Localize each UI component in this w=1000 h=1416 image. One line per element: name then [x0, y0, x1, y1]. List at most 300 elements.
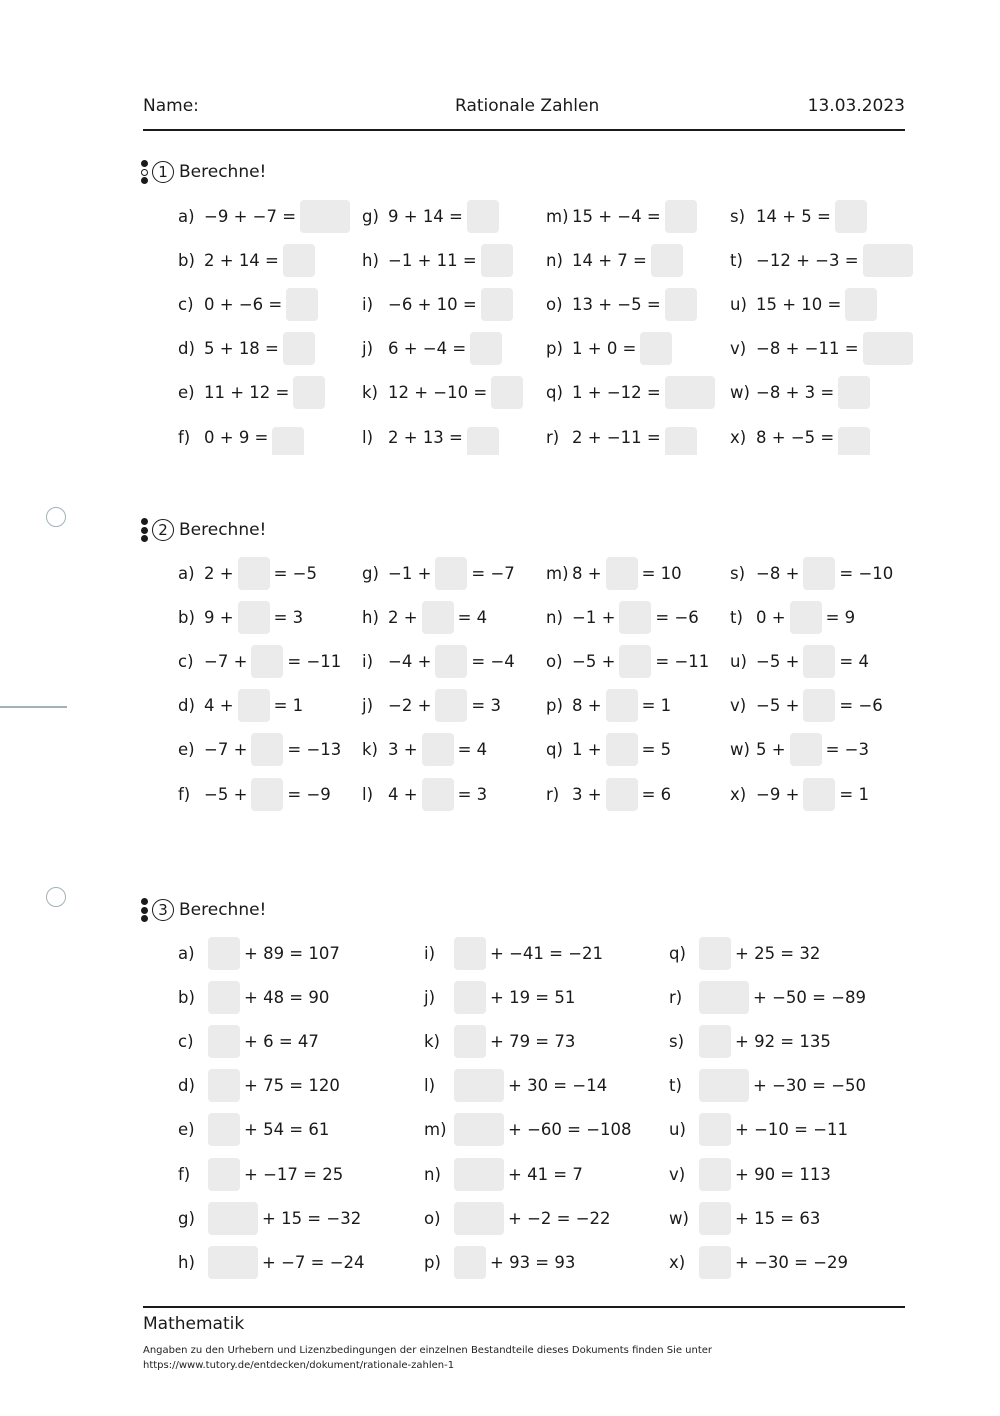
exercise-item [546, 688, 671, 724]
exercise-item [424, 1068, 607, 1104]
exercise-item [178, 643, 341, 679]
exercise-item [178, 419, 308, 455]
answer-box[interactable] [606, 778, 638, 811]
answer-box[interactable] [422, 733, 454, 766]
exercise-result: + 41 = 7 [508, 1164, 583, 1184]
answer-box[interactable] [293, 376, 325, 409]
exercise-label: h) [362, 250, 379, 270]
exercise-term: 2 + 14 = [204, 250, 279, 270]
answer-box[interactable] [606, 557, 638, 590]
exercise-term: −9 + [756, 784, 800, 804]
exercise-result: + −10 = −11 [735, 1120, 849, 1140]
answer-box[interactable] [208, 1025, 240, 1058]
exercise-item [178, 1200, 361, 1236]
exercise-result: + −50 = −89 [753, 987, 867, 1007]
answer-box[interactable] [467, 200, 499, 233]
footer-license-url: https://www.tutory.de/entdecken/dokument/rationale-zahlen-1 [143, 1360, 455, 1371]
task-title: Berechne! [179, 900, 267, 920]
exercise-result: + 19 = 51 [490, 987, 576, 1007]
exercise-label: k) [362, 740, 378, 760]
exercise-term: 8 + [572, 563, 602, 583]
exercise-result: = −6 [655, 607, 699, 627]
answer-box[interactable] [699, 937, 731, 970]
answer-box[interactable] [640, 332, 672, 365]
exercise-term: 14 + 5 = [756, 206, 831, 226]
exercise-term: −8 + −11 = [756, 339, 859, 359]
difficulty-icon [141, 160, 149, 184]
exercise-item [730, 286, 881, 322]
answer-box[interactable] [454, 1025, 486, 1058]
exercise-result: = −9 [287, 784, 331, 804]
exercise-item [546, 419, 701, 455]
answer-box[interactable] [454, 1246, 486, 1279]
difficulty-icon [141, 898, 149, 922]
exercise-item [178, 1112, 329, 1148]
exercise-label: a) [178, 206, 195, 226]
exercise-label: g) [362, 563, 379, 583]
exercise-result: = 1 [641, 696, 672, 716]
answer-box[interactable] [238, 557, 270, 590]
answer-box[interactable] [283, 244, 315, 277]
exercise-result: = 3 [471, 696, 501, 716]
answer-box[interactable] [251, 733, 283, 766]
exercise-label: s) [669, 1031, 685, 1051]
answer-box[interactable] [665, 376, 715, 409]
exercise-result: + −2 = −22 [508, 1208, 611, 1228]
exercise-term: −5 + [756, 696, 800, 716]
exercise-term: 2 + 13 = [388, 427, 463, 447]
exercise-item [730, 688, 883, 724]
exercise-label: s) [730, 563, 746, 583]
footer-license-note: Angaben zu den Urhebern und Lizenzbedingungen der einzelnen Bestandteile dieses Dokuments finden Sie unter [143, 1345, 713, 1356]
answer-box[interactable] [454, 1113, 504, 1146]
exercise-label: u) [730, 294, 747, 314]
exercise-result: = 10 [641, 563, 682, 583]
exercise-item [362, 419, 503, 455]
exercise-label: j) [362, 696, 374, 716]
exercise-result: + −17 = 25 [244, 1164, 344, 1184]
exercise-item [730, 419, 874, 455]
exercise-label: i) [424, 943, 436, 963]
exercise-item [546, 286, 701, 322]
exercise-term: 4 + [204, 696, 234, 716]
exercise-term: 13 + −5 = [572, 294, 661, 314]
exercise-term: 14 + 7 = [572, 250, 647, 270]
answer-box[interactable] [835, 200, 867, 233]
exercise-item [730, 643, 869, 679]
answer-box[interactable] [665, 427, 697, 455]
exercise-term: 9 + 14 = [388, 206, 463, 226]
exercise-label: k) [362, 383, 378, 403]
exercise-term: −12 + −3 = [756, 250, 859, 270]
exercise-result: + −30 = −29 [735, 1252, 849, 1272]
exercise-term: 0 + 9 = [204, 427, 269, 447]
exercise-item [362, 776, 487, 812]
exercise-item [362, 198, 503, 234]
answer-box[interactable] [272, 427, 304, 455]
exercise-item [424, 1244, 575, 1280]
exercise-label: e) [178, 383, 195, 403]
exercise-term: 6 + −4 = [388, 339, 467, 359]
answer-box[interactable] [803, 689, 835, 722]
exercise-result: = −6 [839, 696, 883, 716]
exercise-item [669, 1156, 831, 1192]
difficulty-icon [141, 518, 149, 542]
exercise-term: 5 + [756, 740, 786, 760]
answer-box[interactable] [699, 1246, 731, 1279]
exercise-term: 1 + 0 = [572, 339, 637, 359]
exercise-term: 12 + −10 = [388, 383, 488, 403]
answer-box[interactable] [699, 1113, 731, 1146]
answer-box[interactable] [699, 1069, 749, 1102]
answer-box[interactable] [454, 1158, 504, 1191]
exercise-label: p) [424, 1252, 441, 1272]
exercise-term: −8 + 3 = [756, 383, 835, 403]
exercise-result: + 25 = 32 [735, 943, 821, 963]
exercise-term: 0 + −6 = [204, 294, 283, 314]
answer-box[interactable] [699, 1202, 731, 1235]
exercise-item [362, 732, 487, 768]
answer-box[interactable] [467, 427, 499, 455]
exercise-label: q) [546, 740, 563, 760]
answer-box[interactable] [606, 689, 638, 722]
exercise-label: f) [178, 427, 191, 447]
exercise-item [362, 555, 515, 591]
exercise-result: = 9 [825, 607, 856, 627]
exercise-result: + 15 = 63 [735, 1208, 821, 1228]
exercise-label: n) [546, 607, 563, 627]
answer-box[interactable] [606, 733, 638, 766]
answer-box[interactable] [238, 601, 270, 634]
exercise-item [178, 1023, 319, 1059]
exercise-item [424, 1112, 632, 1148]
answer-box[interactable] [665, 200, 697, 233]
exercise-label: q) [546, 383, 563, 403]
exercise-result: + 90 = 113 [735, 1164, 831, 1184]
name-label: Name: [143, 96, 199, 116]
exercise-item [178, 979, 329, 1015]
exercise-label: c) [178, 1031, 194, 1051]
exercise-label: o) [546, 651, 563, 671]
exercise-label: v) [730, 339, 747, 359]
exercise-term: −5 + [572, 651, 616, 671]
exercise-item [424, 979, 575, 1015]
exercise-result: = 4 [839, 651, 869, 671]
exercise-label: v) [730, 696, 747, 716]
exercise-result: = −5 [273, 563, 317, 583]
exercise-label: p) [546, 339, 563, 359]
exercise-label: c) [178, 651, 194, 671]
answer-box[interactable] [699, 1025, 731, 1058]
exercise-term: 0 + [756, 607, 786, 627]
answer-box[interactable] [208, 1158, 240, 1191]
exercise-item [546, 732, 671, 768]
answer-box[interactable] [665, 288, 697, 321]
exercise-term: 3 + [388, 740, 418, 760]
exercise-item [546, 643, 709, 679]
exercise-label: d) [178, 696, 195, 716]
answer-box[interactable] [863, 332, 913, 365]
exercise-term: −1 + [572, 607, 616, 627]
exercise-label: l) [362, 427, 374, 447]
exercise-label: c) [178, 294, 194, 314]
exercise-label: h) [178, 1252, 195, 1272]
exercise-item [730, 242, 917, 278]
exercise-item [669, 1068, 866, 1104]
exercise-label: r) [669, 987, 683, 1007]
answer-box[interactable] [699, 981, 749, 1014]
exercise-result: + −30 = −50 [753, 1076, 867, 1096]
punch-hole-bottom [46, 887, 66, 907]
exercise-item [178, 375, 329, 411]
exercise-label: j) [362, 339, 374, 359]
exercise-result: = −7 [471, 563, 515, 583]
exercise-term: −9 + −7 = [204, 206, 297, 226]
exercise-label: a) [178, 563, 195, 583]
exercise-item [362, 688, 501, 724]
exercise-label: w) [730, 740, 750, 760]
exercise-result: + 93 = 93 [490, 1252, 576, 1272]
exercise-result: = 3 [457, 784, 488, 804]
answer-box[interactable] [208, 1202, 258, 1235]
exercise-label: d) [178, 339, 195, 359]
exercise-label: t) [669, 1076, 682, 1096]
answer-box[interactable] [790, 601, 822, 634]
exercise-result: + −41 = −21 [490, 943, 604, 963]
answer-box[interactable] [454, 1202, 504, 1235]
exercise-label: r) [546, 427, 560, 447]
exercise-item [730, 599, 855, 635]
exercise-label: s) [730, 206, 746, 226]
answer-box[interactable] [435, 689, 467, 722]
exercise-term: 11 + 12 = [204, 383, 290, 403]
exercise-term: −4 + [388, 651, 432, 671]
footer-subject: Mathematik [143, 1314, 245, 1334]
exercise-label: e) [178, 1120, 195, 1140]
exercise-term: 3 + [572, 784, 602, 804]
exercise-result: + 15 = −32 [262, 1208, 362, 1228]
answer-box[interactable] [619, 645, 651, 678]
exercise-item [669, 1244, 848, 1280]
task-2-heading [141, 517, 266, 543]
exercise-label: l) [362, 784, 374, 804]
exercise-item [178, 1068, 340, 1104]
date: 13.03.2023 [807, 96, 905, 116]
exercise-item [424, 1023, 575, 1059]
exercise-item [546, 198, 701, 234]
exercise-term: 1 + [572, 740, 602, 760]
answer-box[interactable] [845, 288, 877, 321]
exercise-item [178, 331, 319, 367]
exercise-label: x) [730, 784, 747, 804]
answer-box[interactable] [208, 937, 240, 970]
exercise-item [669, 1112, 848, 1148]
answer-box[interactable] [251, 645, 283, 678]
exercise-term: −7 + [204, 740, 248, 760]
exercise-label: g) [362, 206, 379, 226]
exercise-result: + −7 = −24 [262, 1252, 365, 1272]
exercise-term: −2 + [388, 696, 432, 716]
exercise-label: o) [424, 1208, 441, 1228]
exercise-item [178, 732, 341, 768]
exercise-result: = 6 [641, 784, 672, 804]
exercise-result: = 1 [273, 696, 304, 716]
answer-box[interactable] [208, 1246, 258, 1279]
exercise-result: + 48 = 90 [244, 987, 330, 1007]
exercise-result: = −4 [471, 651, 515, 671]
exercise-result: = 4 [457, 607, 488, 627]
exercise-label: a) [178, 943, 195, 963]
exercise-label: u) [730, 651, 747, 671]
exercise-item [669, 1023, 831, 1059]
exercise-label: l) [424, 1076, 436, 1096]
exercise-item [178, 599, 303, 635]
exercise-term: −1 + [388, 563, 432, 583]
exercise-label: d) [178, 1076, 195, 1096]
exercise-item [362, 331, 506, 367]
exercise-term: −7 + [204, 651, 248, 671]
answer-box[interactable] [435, 557, 467, 590]
answer-box[interactable] [454, 1069, 504, 1102]
exercise-label: b) [178, 250, 195, 270]
exercise-result: = 1 [839, 784, 869, 804]
exercise-item [178, 555, 317, 591]
exercise-label: i) [362, 294, 374, 314]
exercise-item [669, 935, 820, 971]
exercise-result: + 89 = 107 [244, 943, 340, 963]
punch-hole-top [46, 507, 66, 527]
answer-box[interactable] [699, 1158, 731, 1191]
exercise-item [424, 1200, 611, 1236]
exercise-label: r) [546, 784, 560, 804]
exercise-label: g) [178, 1208, 195, 1228]
exercise-item [362, 242, 517, 278]
answer-box[interactable] [454, 981, 486, 1014]
exercise-item [424, 935, 603, 971]
task-number-badge: 1 [152, 161, 174, 183]
exercise-label: m) [546, 563, 569, 583]
exercise-label: i) [362, 651, 374, 671]
exercise-label: o) [546, 294, 563, 314]
exercise-item [362, 375, 527, 411]
exercise-item [546, 331, 676, 367]
exercise-item [178, 286, 322, 322]
answer-box[interactable] [208, 1113, 240, 1146]
exercise-term: −1 + 11 = [388, 250, 477, 270]
exercise-item [730, 732, 869, 768]
answer-box[interactable] [283, 332, 315, 365]
exercise-term: 5 + 18 = [204, 339, 279, 359]
exercise-item [669, 979, 866, 1015]
answer-box[interactable] [470, 332, 502, 365]
exercise-item [362, 286, 517, 322]
page-title: Rationale Zahlen [455, 96, 600, 116]
exercise-label: p) [546, 696, 563, 716]
exercise-label: w) [669, 1208, 689, 1228]
exercise-result: = 5 [641, 740, 672, 760]
answer-box[interactable] [863, 244, 913, 277]
answer-box[interactable] [838, 427, 870, 455]
exercise-term: 2 + [204, 563, 234, 583]
answer-box[interactable] [208, 1069, 240, 1102]
exercise-item [730, 776, 869, 812]
footer-rule [143, 1306, 905, 1308]
exercise-term: −5 + [756, 651, 800, 671]
answer-box[interactable] [454, 937, 486, 970]
exercise-result: = −13 [287, 740, 342, 760]
exercise-label: w) [730, 383, 750, 403]
task-3-heading [141, 897, 266, 923]
exercise-label: f) [178, 1164, 191, 1184]
exercise-term: 8 + −5 = [756, 427, 835, 447]
exercise-result: = 4 [457, 740, 488, 760]
task-title: Berechne! [179, 162, 267, 182]
answer-box[interactable] [422, 601, 454, 634]
answer-box[interactable] [300, 200, 350, 233]
exercise-item [546, 599, 699, 635]
fold-mark [0, 706, 67, 708]
header-rule [143, 129, 905, 131]
exercise-label: x) [669, 1252, 686, 1272]
exercise-result: + −60 = −108 [508, 1120, 632, 1140]
exercise-label: n) [424, 1164, 441, 1184]
exercise-result: + 54 = 61 [244, 1120, 330, 1140]
exercise-label: v) [669, 1164, 686, 1184]
exercise-result: = −11 [287, 651, 342, 671]
exercise-result: = −10 [839, 563, 894, 583]
answer-box[interactable] [435, 645, 467, 678]
answer-box[interactable] [619, 601, 651, 634]
exercise-label: n) [546, 250, 563, 270]
exercise-label: e) [178, 740, 195, 760]
exercise-term: −8 + [756, 563, 800, 583]
exercise-label: m) [424, 1120, 447, 1140]
exercise-result: + 79 = 73 [490, 1031, 576, 1051]
exercise-label: f) [178, 784, 191, 804]
exercise-result: = −3 [825, 740, 869, 760]
exercise-label: j) [424, 987, 436, 1007]
exercise-item [178, 935, 340, 971]
exercise-label: t) [730, 250, 743, 270]
exercise-term: 15 + 10 = [756, 294, 842, 314]
exercise-label: q) [669, 943, 686, 963]
answer-box[interactable] [838, 376, 870, 409]
answer-box[interactable] [790, 733, 822, 766]
exercise-item [424, 1156, 583, 1192]
answer-box[interactable] [803, 557, 835, 590]
exercise-item [546, 242, 687, 278]
exercise-result: + 6 = 47 [244, 1031, 319, 1051]
answer-box[interactable] [238, 689, 270, 722]
answer-box[interactable] [481, 244, 513, 277]
answer-box[interactable] [422, 778, 454, 811]
answer-box[interactable] [803, 778, 835, 811]
exercise-item [730, 375, 874, 411]
answer-box[interactable] [651, 244, 683, 277]
exercise-term: 2 + [388, 607, 418, 627]
answer-box[interactable] [208, 981, 240, 1014]
exercise-item [178, 242, 319, 278]
answer-box[interactable] [286, 288, 318, 321]
answer-box[interactable] [803, 645, 835, 678]
answer-box[interactable] [251, 778, 283, 811]
answer-box[interactable] [491, 376, 523, 409]
answer-box[interactable] [481, 288, 513, 321]
exercise-term: 4 + [388, 784, 418, 804]
task-1-heading [141, 159, 266, 185]
exercise-item [669, 1200, 820, 1236]
exercise-label: b) [178, 987, 195, 1007]
